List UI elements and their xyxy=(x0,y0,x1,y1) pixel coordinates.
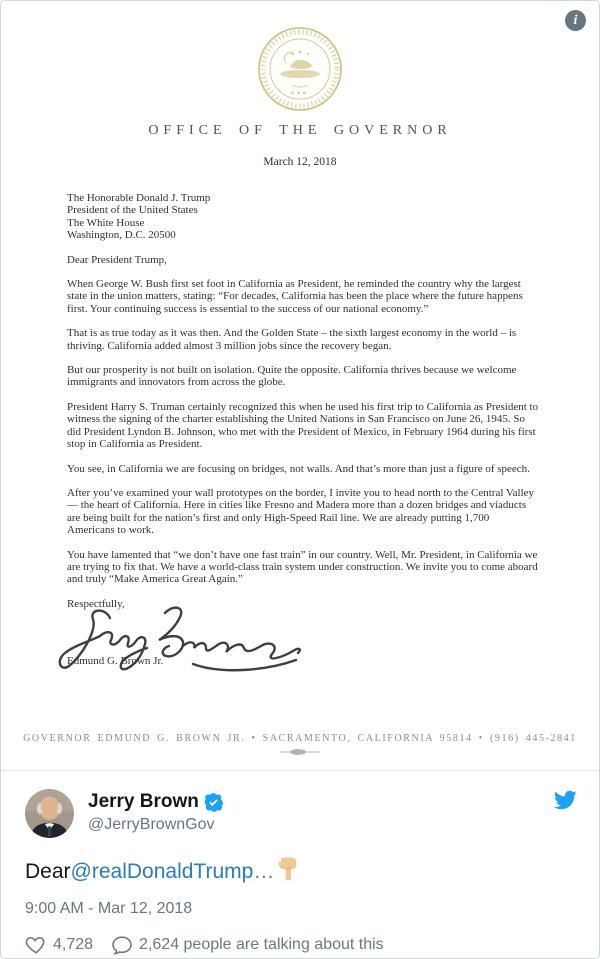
twitter-logo-icon[interactable] xyxy=(553,788,577,817)
tweet-header xyxy=(25,789,575,838)
tweet-body xyxy=(1,771,599,956)
letterhead-footer: GOVERNOR EDMUND G. BROWN JR. • SACRAMENTO, CALIFORNIA 95814 • (916) 445-2841 xyxy=(23,733,577,744)
letter-paragraph: President Harry S. Truman certainly recognized this when he used his first trip to California as President to witness the signing of the charter establishing the United Nations in San Francisco on June 26, 1945. So did President Lyndon B. Johnson, who met with the President of Mexico, in February 1964 during his first stop in California as President. xyxy=(67,400,539,451)
engagement-bar xyxy=(25,934,575,956)
talking-text: 2,624 people are talking about this xyxy=(139,936,384,953)
recipient-address xyxy=(67,192,539,242)
mention-link[interactable]: @realDonaldTrump xyxy=(70,860,254,883)
tweet-text xyxy=(25,857,575,887)
heart-icon xyxy=(25,934,47,956)
letter-paragraph: That is as true today as it was then. And the Golden State – the sixth largest economy in the world – is thriving. California added almost 3 million jobs since the recovery began. xyxy=(67,327,517,352)
letter-paragraph: You see, in California we are focusing on bridges, not walls. And that’s more than just a figure of speech. xyxy=(67,462,530,475)
state-seal-icon xyxy=(256,25,344,113)
letter-closing: Respectfully, xyxy=(67,597,125,610)
letter-paragraph: But our prosperity is not built on isolation. Quite the opposite. California thrives because we welcome immigrants and innovators from across the globe. xyxy=(67,364,517,389)
letter-paragraph: You have lamented that “we don’t have one fast train” in our country. Well, Mr. President, in California we are trying to fix that. We have a world-class train system under construction. We invite you to come aboard and truly “Make America Great Again.” xyxy=(67,548,538,586)
ornament-icon xyxy=(1,743,599,761)
like-count: 4,728 xyxy=(53,936,94,953)
letter-image[interactable] xyxy=(1,1,599,771)
letter-paragraph: When George W. Bush first set foot in California as President, he reminded the country why the largest state in the union matters, stating: “For decades, California has been the place where the future happens first. Your continuing success is essential to the success of our national economy.” xyxy=(67,278,523,315)
conversation-link[interactable] xyxy=(111,934,384,956)
tweet-author-name[interactable]: Jerry Brown xyxy=(88,791,199,812)
like-button[interactable] xyxy=(25,934,93,956)
tweet-timestamp: 9:00 AM - Mar 12, 2018 xyxy=(25,900,193,917)
typed-signature-name: Edmund G. Brown Jr. xyxy=(67,654,164,667)
recipient-line: The Honorable Donald J. Trump xyxy=(67,192,211,204)
recipient-line: President of the United States xyxy=(67,204,198,217)
recipient-line: Washington, D.C. 20500 xyxy=(67,229,176,242)
tweet-author-handle[interactable]: @JerryBrownGov xyxy=(88,816,215,833)
avatar-photo xyxy=(25,789,74,838)
backhand-index-pointing-down-emoji xyxy=(278,857,298,887)
governor-seal xyxy=(1,1,599,111)
letterhead-office-title: OFFICE OF THE GOVERNOR xyxy=(148,123,452,138)
reply-bubble-icon xyxy=(111,934,133,956)
avatar[interactable] xyxy=(25,789,74,838)
recipient-line: The White House xyxy=(67,216,145,229)
letter-paragraph: After you’ve examined your wall prototypes on the border, I invite you to head north to the Central Valley — the heart of California. Here in cities like Fresno and Madera more than a dozen bridges and viaducts are being built for the nation’s first and only High-Speed Rail line. We are already putting 1,700 Americans to work. xyxy=(67,486,535,537)
verified-badge-icon xyxy=(204,793,223,812)
truncation-ellipsis: … xyxy=(253,860,275,883)
letter-date: March 12, 2018 xyxy=(263,156,337,168)
salutation: Dear President Trump, xyxy=(67,253,167,266)
info-icon[interactable]: i xyxy=(565,10,586,31)
tweet-text-prefix: Dear xyxy=(25,860,71,883)
